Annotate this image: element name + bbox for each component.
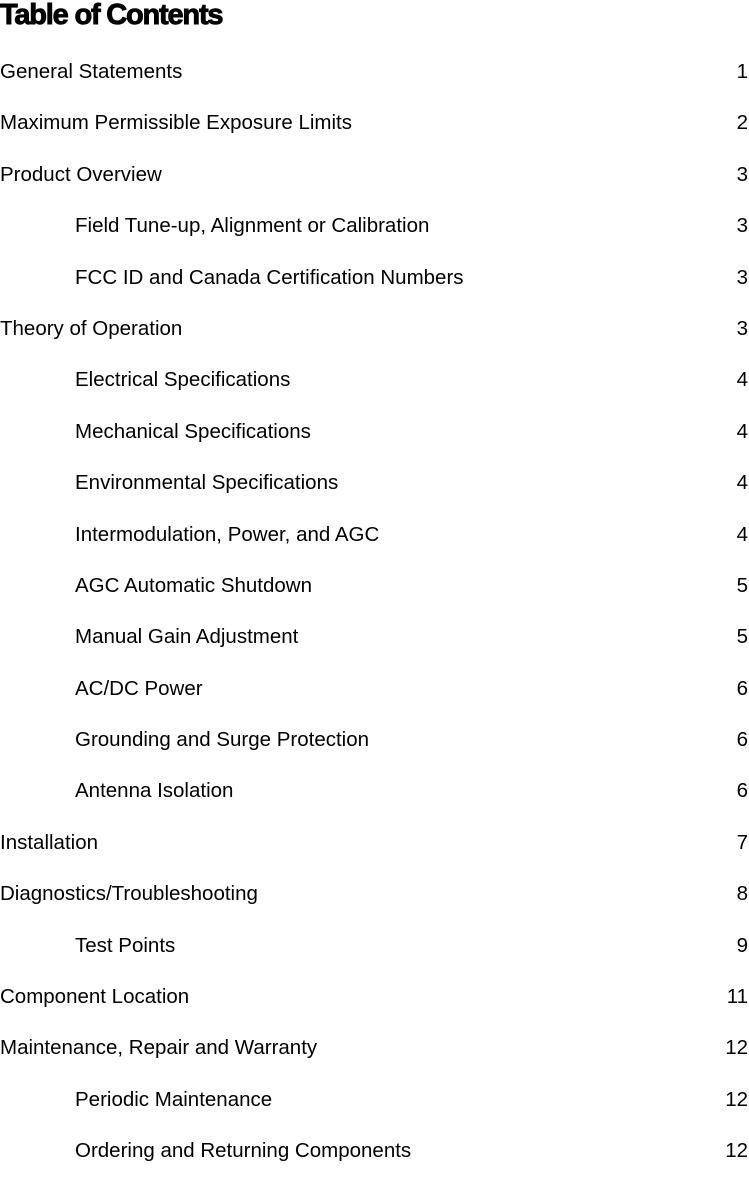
toc-entry[interactable] [0, 157, 749, 208]
toc-entry[interactable] [0, 568, 749, 619]
toc-entry-page-number: 11 [726, 985, 748, 1009]
toc-entry-label: Electrical Specifications [75, 368, 291, 392]
toc-entry[interactable] [0, 773, 749, 824]
toc-entry-label: General Statements [0, 60, 183, 83]
toc-entry-page-number: 12 [725, 1087, 748, 1111]
page-title: Table of Contents [0, 0, 223, 31]
toc-entry-page-number: 4 [736, 368, 748, 392]
toc-entry-page-number: 3 [736, 265, 748, 289]
toc-entry-label: Manual Gain Adjustment [75, 625, 299, 649]
toc-entry-page-number: 9 [736, 933, 748, 957]
toc-entry-label: Diagnostics/Troubleshooting [0, 882, 258, 906]
toc-entry-page-number: 3 [736, 316, 748, 340]
toc-entry-label: Maintenance, Repair and Warranty [0, 1036, 318, 1060]
toc-entry-page-number: 4 [736, 419, 748, 443]
toc-entry[interactable] [0, 517, 749, 568]
toc-entry-label: Field Tune-up, Alignment or Calibration [75, 214, 430, 238]
toc-entry-label: Test Points [75, 933, 176, 957]
toc-entry-label: Installation [0, 830, 99, 854]
toc-entry[interactable] [0, 928, 749, 979]
toc-entry-label: Maximum Permissible Exposure Limits [0, 111, 353, 135]
toc-entry-label: AGC Automatic Shutdown [75, 573, 313, 597]
toc-entry[interactable] [0, 722, 749, 773]
toc-entry-page-number: 3 [736, 162, 748, 186]
toc-entry[interactable] [0, 1133, 749, 1184]
toc-entry[interactable] [0, 260, 749, 311]
toc-entry-label: Ordering and Returning Components [75, 1139, 412, 1163]
toc-entry-page-number: 1 [736, 60, 748, 83]
toc-entry-page-number: 6 [736, 676, 748, 700]
toc-entry[interactable] [0, 465, 749, 516]
toc-entry-page-number: 5 [736, 573, 748, 597]
toc-entry-page-number: 6 [736, 728, 748, 752]
toc-entry-page-number: 6 [736, 779, 748, 803]
toc-entry-page-number: 5 [736, 625, 748, 649]
toc-entry-page-number: 8 [736, 882, 748, 906]
toc-entry[interactable] [0, 825, 749, 876]
toc-entry-page-number: 3 [736, 214, 748, 238]
toc-entry-label: Grounding and Surge Protection [75, 728, 370, 752]
toc-entry-label: Environmental Specifications [75, 471, 339, 495]
toc-entry-page-number: 4 [736, 471, 748, 495]
toc-entry[interactable] [0, 671, 749, 722]
toc-entry[interactable] [0, 311, 749, 362]
toc-entry-label: Periodic Maintenance [75, 1087, 273, 1111]
toc-entry-label: Antenna Isolation [75, 779, 234, 803]
toc-entry[interactable] [0, 876, 749, 927]
toc-entry[interactable] [0, 414, 749, 465]
toc-entry-label: Theory of Operation [0, 316, 183, 340]
toc-entry-label: FCC ID and Canada Certification Numbers [75, 265, 464, 289]
toc-entry[interactable] [0, 1030, 749, 1081]
toc-entry[interactable] [0, 54, 749, 105]
toc-entry-page-number: 12 [725, 1036, 748, 1060]
toc-entry[interactable] [0, 208, 749, 259]
toc-entry-label: Mechanical Specifications [75, 419, 311, 443]
toc-entry-label: AC/DC Power [75, 676, 203, 700]
toc-entry[interactable] [0, 105, 749, 156]
toc-entry[interactable] [0, 362, 749, 413]
toc-entry[interactable] [0, 619, 749, 670]
toc-entry-label: Product Overview [0, 162, 162, 186]
toc-entry[interactable] [0, 979, 749, 1030]
table-of-contents [0, 54, 749, 1185]
toc-entry-label: Intermodulation, Power, and AGC [75, 522, 380, 546]
toc-entry-page-number: 7 [736, 830, 748, 854]
toc-entry[interactable] [0, 1082, 749, 1133]
toc-entry-page-number: 4 [736, 522, 748, 546]
toc-entry-label: Component Location [0, 985, 190, 1009]
toc-entry-page-number: 12 [725, 1139, 748, 1163]
toc-entry-page-number: 2 [736, 111, 748, 135]
